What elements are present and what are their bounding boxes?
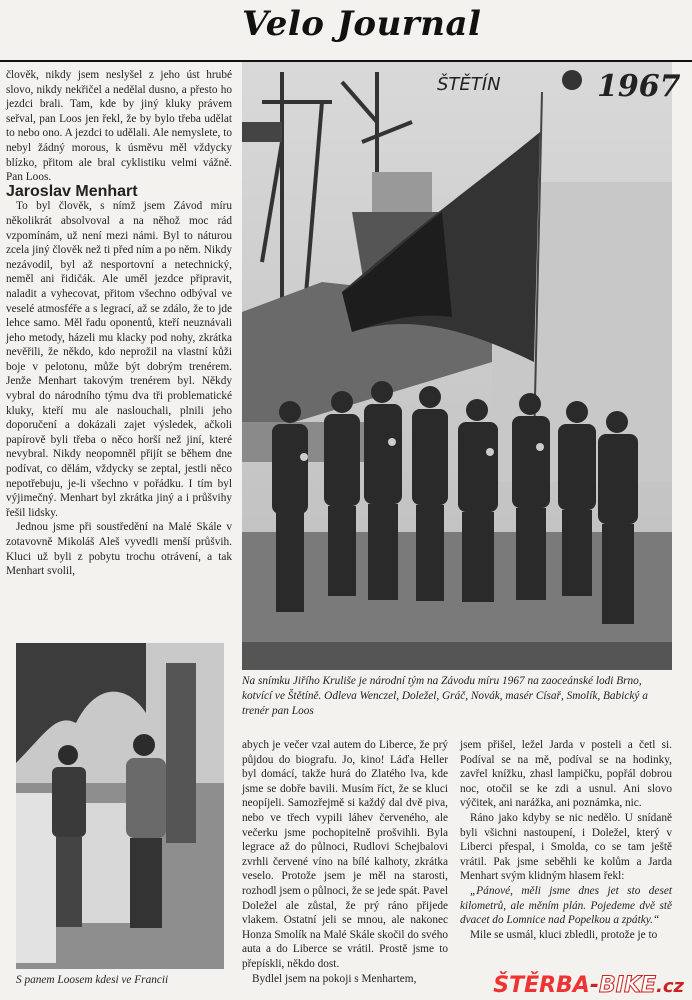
body-paragraph: Mile se usmál, kluci zbledli, protože je to [470,928,658,941]
photo-place-label: ŠTĚTÍN [437,74,501,95]
body-paragraph: abych je večer vzal autem do Liberce, že prý půjdou do biografu. Jo, kino! Láďa Heller byl domácí, takže hurá do Zlatého lva, kde jsme se dobře bavili. Musím říct, že se kluci neopíjeli. Samozřejmě si každý dal dvě piva, nebo ve třech vypili láhev červeného, ale večerku jsme pochopitelně prošvihli. Byla legrace až do půlnoci, Rudlovi Schejbalovi zvrhli červené víno na bílé kalhoty, zkrátka veselo. Protože jsem je měl na starosti, rozhodl jsem o půlnoci, že se jede spát. Pavel Doležel ale zůstal, že prý ráno přijede vlakem. Ostatní jeli se mnou, ale nakonec Honza Smolík na Malé Skále skočil do svého auta a do Liberce se vrátil. Prostě jsme to přepískli, někdo dost. [242,739,448,970]
small-photo-caption: S panem Loosem kdesi ve Francii [16,974,169,986]
masthead [0,0,692,62]
middle-column [242,738,448,986]
france-photo [16,643,224,969]
body-paragraph: Ráno jako kdyby se nic nedělo. U snídaně byli všichni nastoupení, i Doležel, který v Liberci přespal, i Smolda, co se tam ještě vrátil. Pak jsme seběhli ke kolům a Jarda Menhart svým klidným hlasem řekl: [460,811,672,883]
intro-paragraph: člověk, nikdy jsem neslyšel z jeho úst hrubé slovo, nikdy nekřičel a nedělal dusno, a přesto ho jezdci brali. Tam, kde by jiný kluky právem seřval, pan Loos jen řekl, že by bylo třeba udělat to nebo ono. A jezdci to udělali. Ale nemyslete, to nebyl žádný morous, k úsměvu měl vždycky blízko, přitom ale bral cyklistiku velmi vážně. Pan Loos. [6,69,232,184]
body-paragraph: jsem přišel, ležel Jarda v posteli a četl si. Podíval se na mě, podíval se na hodinky, zavřel knížku, zhasl lampičku, popřál dobrou noc, otočil se ke zdi a usnul. Ani slovo výčitek, ani narážka, ani poznámka, nic. [460,739,672,810]
quote-paragraph: „Pánové, měli jsme dnes jet sto deset kilometrů, ale měním plán. Pojedeme dvě stě dvacet do Lomnice nad Popelkou a zpátky.“ [460,884,672,927]
right-column [460,738,672,942]
body-paragraph: Jednou jsme při soustředění na Malé Skále v zotavovně Mikoláš Aleš vyvedli menší průšvih. Kluci už byli z pobytu trochu otrávení, a tak Menhart svolil, [6,521,232,578]
photo-caption: Na snímku Jiřího Kruliše je národní tým na Závodu míru 1967 na zaoceánské lodi Brno, kotvící ve Štětíně. Odleva Wenczel, Doležel, Gráč, Novák, masér Císař, Smolík, Babický a trenér pan Loos [242,675,648,717]
photo-year-label: 1967 [597,69,681,104]
section-heading: Jaroslav Menhart [6,182,138,200]
site-watermark: ŠTĚRBA-BIKE.cz [493,973,684,998]
magazine-title: Velo Journal [242,4,482,44]
body-paragraph: Bydlel jsem na pokoji s Menhartem, [252,972,417,985]
left-column [6,68,232,579]
body-paragraph: To byl člověk, s nímž jsem Závod míru několikrát absolvoval a na něhož moc rád vzpomínám, už není mezi námi. Byl to náturou zcela jiný člověk než ti před ním a po něm. Nikdy nezávodil, byl až nesportovní a netechnický, neměl ani řidičák. Ale uměl jezdce připravit, naladit a vyhecovat, přitom všechno odbýval ve veselé atmosféře a s legrací, až se zdálo, že to jde lehce samo. Měl řadu oponentů, kteří neuznávali jeho metody, házeli mu klacky pod nohy, zkrátka nevěřili, že někdo, kdo neprožil na vlastní kůži boje v pelotonu, může být dobrým trenérem. Jenže Menhart takovým trenérem byl. Někdy vybral do národního týmu dva tři problematické kluky, kteří mu ale naslouchali, plnili jeho doporučení a dokázali zajet výsledek, ačkoli papírově byli třeba o něco horší než jiní, které nevybral. Nikdy neopomněl přijít se během dne podívat, co dělám, vždycky se zeptal, jestli něco nepotřebuju, je-li všechno v pořádku. I tím byl výjimečný. Menhart byl zkrátka jiný a i průšvihy řešil lidsky. [6,200,232,519]
team-photo [242,62,681,670]
